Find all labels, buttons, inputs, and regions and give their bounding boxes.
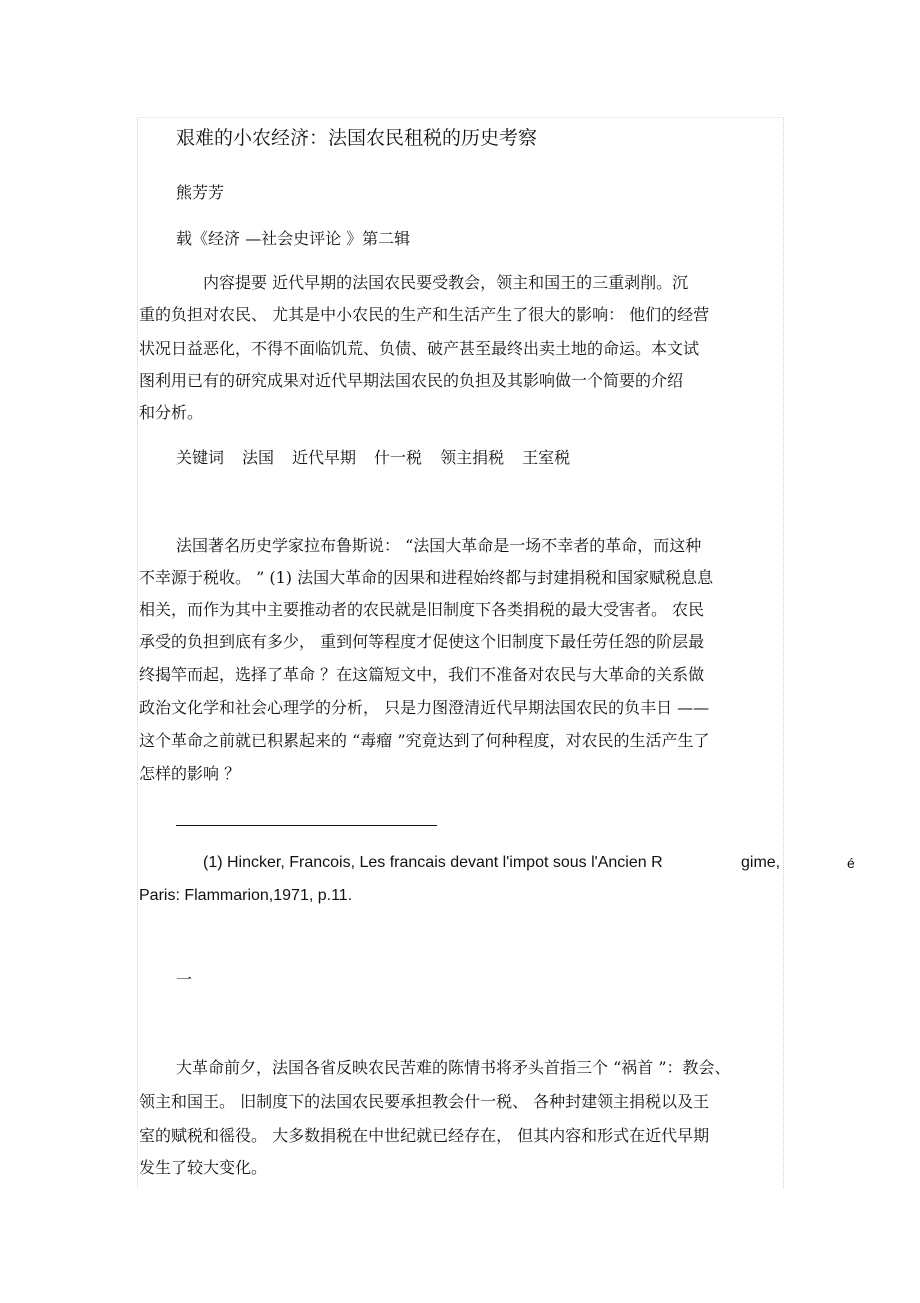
paragraph-line: 领主和国王。 旧制度下的法国农民要承担教会什一税、 各种封建领主捐税以及王 (139, 1092, 710, 1111)
keyword: 王室税 (522, 448, 571, 467)
paragraph-line: 政治文化学和社会心理学的分析， 只是力图澄清近代早期法国农民的负丰日 —— (139, 698, 710, 717)
paragraph-line: 不幸源于税收。 ” (1) 法国大革命的因果和进程始终都与封建捐税和国家赋税息息 (139, 568, 714, 587)
keyword: 法国 (242, 448, 275, 467)
keyword: 领主捐税 (440, 448, 505, 467)
article-title: 艰难的小农经济：法国农民租税的历史考察 (176, 127, 538, 149)
paragraph-line: 室的赋税和徭役。 大多数捐税在中世纪就已经存在， 但其内容和形式在近代早期 (139, 1126, 710, 1145)
keyword: 什一税 (374, 448, 423, 467)
abstract-line: 内容提要 近代早期的法国农民要受教会，领主和国王的三重剥削。沉 (203, 273, 689, 292)
author: 熊芳芳 (176, 183, 225, 202)
footnote-divider (176, 825, 437, 826)
footnote-line-end: gime, (741, 854, 781, 871)
paragraph-line: 怎样的影响 ？ (139, 764, 241, 783)
section-number: 一 (176, 970, 193, 989)
paragraph-line: 大革命前夕，法国各省反映农民苦难的陈情书将矛头首指三个 “祸首 ”：教会、 (176, 1058, 731, 1077)
footnote-line: Paris: Flammarion,1971, p.11. (139, 887, 353, 904)
keywords (176, 448, 570, 468)
paragraph-line: 法国著名历史学家拉布鲁斯说： “法国大革命是一场不幸者的革命，而这种 (176, 536, 702, 555)
source-citation: 载《经济 —社会史评论 》第二辑 (176, 229, 411, 248)
paragraph-line: 这个革命之前就已积累起来的 “毒瘤 ”究竟达到了何种程度，对农民的生活产生了 (139, 731, 710, 750)
keywords-label: 关键词 (176, 448, 225, 467)
abstract-line: 和分析。 (139, 403, 204, 422)
abstract-line: 图利用已有的研究成果对近代早期法国农民的负担及其影响做一个简要的介绍 (139, 371, 684, 390)
footnote-accent: é (847, 855, 855, 871)
paragraph-line: 终揭竿而起，选择了革命 ？在这篇短文中，我们不准备对农民与大革命的关系做 (139, 665, 705, 684)
paragraph-line: 相关，而作为其中主要推动者的农民就是旧制度下各类捐税的最大受害者。 农民 (139, 600, 705, 619)
footnote-line: (1) Hincker, Francois, Les francais devant l'impot sous l'Ancien R (203, 854, 663, 871)
abstract-line: 重的负担对农民、 尤其是中小农民的生产和生活产生了很大的影响： 他们的经营 (139, 305, 710, 324)
abstract-line: 状况日益恶化，不得不面临饥荒、负债、破产甚至最终出卖土地的命运。本文试 (139, 339, 700, 358)
paragraph-line: 发生了较大变化。 (139, 1158, 268, 1177)
keyword: 近代早期 (292, 448, 357, 467)
paragraph-line: 承受的负担到底有多少， 重到何等程度才促使这个旧制度下最任劳任怨的阶层最 (139, 632, 705, 651)
